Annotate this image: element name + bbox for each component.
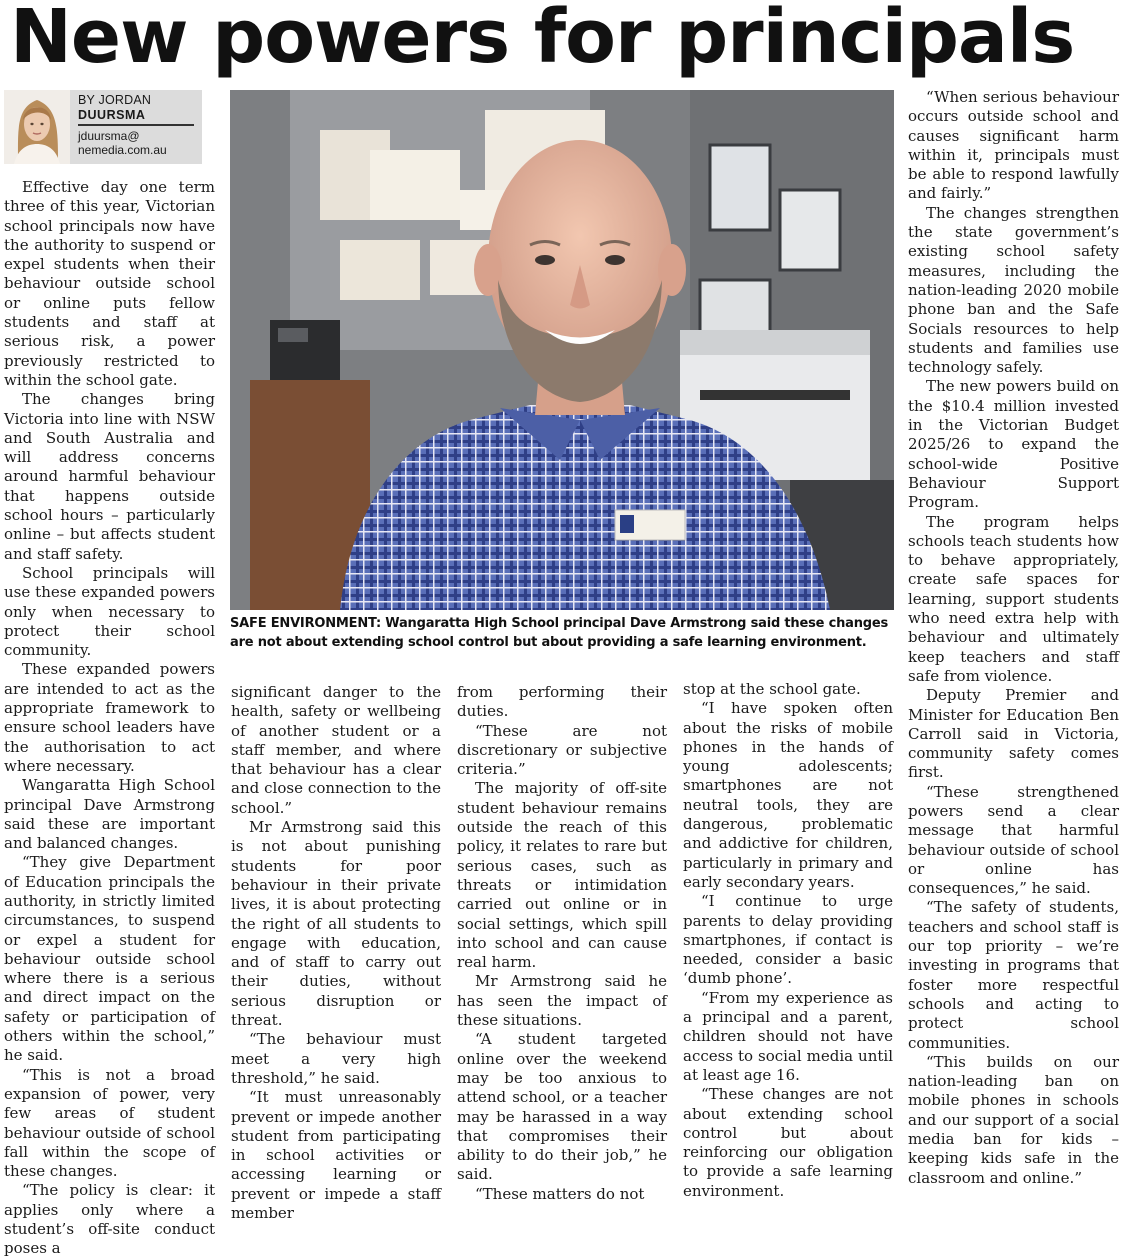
byline-prefix: BY JORDAN [78, 93, 152, 107]
article-column-1 [4, 178, 215, 1259]
paragraph: stop at the school gate. [683, 680, 861, 698]
paragraph: The changes bring Victoria into line with NSW and South Australia and will address concerns around harmful behaviour that happens outside school hours – particularly online – but affects student and staff safety. [4, 390, 215, 563]
byline-box [4, 90, 202, 164]
paragraph: The new powers build on the $10.4 million invested in the Victorian Budget 2025/26 to expand the school-wide Positive Behaviour Support Program. [908, 377, 1119, 512]
paragraph: Deputy Premier and Minister for Education Ben Carroll said in Victoria, community safety comes first. [908, 686, 1119, 782]
paragraph: “From my experience as a principal and a parent, children should not have access to social media until at least age 16. [683, 988, 893, 1084]
paragraph: “The policy is clear: it applies only where a student’s off-site conduct poses a [4, 1181, 215, 1258]
paragraph: “I have spoken often about the risks of mobile phones in the hands of young adolescents; smartphones are not neutral tools, they are dangerous, problematic and addictive for children, particularly in primary and early secondary years. [683, 699, 893, 891]
paragraph: “When serious behaviour occurs outside school and causes significant harm within it, principals must be able to respond lawfully and fairly.” [908, 88, 1119, 203]
author-email-line-1[interactable]: jduursma@ [78, 129, 140, 143]
paragraph: “It must unreasonably prevent or impede another student from participating in school activities or accessing learning or prevent or impede a staff member [231, 1088, 441, 1223]
headline: New powers for principals [10, 0, 1075, 80]
paragraph: Mr Armstrong said he has seen the impact of these situations. [457, 972, 667, 1030]
paragraph: Mr Armstrong said this is not about punishing students for poor behaviour in their private lives, it is about protecting the right of all students to engage with education, and of staff to carry out their duties, without serious disruption or threat. [231, 818, 441, 1030]
article-column-3 [457, 683, 667, 1204]
paragraph: “The behaviour must meet a very high threshold,” he said. [231, 1030, 441, 1087]
paragraph: These expanded powers are intended to act as the appropriate framework to ensure school leaders have the authorisation to act where necessary. [4, 660, 215, 775]
paragraph: The program helps schools teach students how to behave appropriately, create safe spaces for learning, support students who need extra help with behaviour and ultimately keep teachers and staff safe from violence. [908, 512, 1119, 685]
paragraph: “The safety of students, teachers and school staff is our top priority – we’re investing in programs that foster more respectful schools and acting to protect school communities. [908, 898, 1119, 1052]
paragraph: “They give Department of Education principals the authority, in strictly limited circumstances, to suspend or expel a student for behaviour outside school where there is a serious and direct impact on the safety or participation of others within the school,” he said. [4, 853, 215, 1065]
paragraph: from performing their duties. [457, 683, 667, 721]
author-avatar [4, 90, 70, 164]
paragraph: “This builds on our nation-leading ban on mobile phones in schools and our support of a social media ban for kids – keeping kids safe in the classroom and online.” [908, 1052, 1119, 1187]
principal-photo [230, 90, 894, 610]
paragraph: “These are not discretionary or subjective criteria.” [457, 721, 667, 779]
paragraph: “This is not a broad expansion of power, very few areas of student behaviour outside of school fall within the scope of these changes. [4, 1065, 215, 1181]
paragraph: The changes strengthen the state government’s existing school safety measures, including the nation-leading 2020 mobile phone ban and the Safe Socials resources to help students and families use technology safely. [908, 203, 1119, 377]
photo-caption: SAFE ENVIRONMENT: Wangaratta High School principal Dave Armstrong said these changes are not about extending school control but about providing a safe learning environment. [230, 616, 889, 650]
paragraph: significant danger to the health, safety or wellbeing of another student or a staff member, and where that behaviour has a clear and close connection to the school.” [231, 683, 441, 817]
author-email-line-2[interactable]: nemedia.com.au [78, 143, 167, 157]
paragraph: Wangaratta High School principal Dave Armstrong said these are important and balanced changes. [4, 776, 215, 853]
paragraph: “I continue to urge parents to delay providing smartphones, if contact is needed, consider a basic ‘dumb phone’. [683, 892, 893, 988]
paragraph: School principals will use these expanded powers only when necessary to protect their school community. [4, 563, 215, 660]
byline-info [70, 90, 202, 164]
paragraph: “These matters do not [475, 1184, 645, 1203]
paragraph: The majority of off-site student behaviour remains outside the reach of this policy, it relates to rare but serious cases, such as threats or intimidation carried out online or in social settings, which spill into school and can cause real harm. [457, 779, 667, 972]
article-column-2 [231, 683, 441, 1223]
paragraph: “A student targeted online over the weekend may be too anxious to attend school, or a teacher may be harassed in a way that compromises their ability to do their job,” he said. [457, 1030, 667, 1184]
article-column-5 [908, 88, 1119, 1188]
article-column-4 [683, 680, 893, 1201]
paragraph: “These strengthened powers send a clear message that harmful behaviour outside of school or online has consequences,” he said. [908, 782, 1119, 898]
paragraph: “These changes are not about extending school control but about reinforcing our obligation to provide a safe learning environment. [683, 1085, 893, 1200]
author-surname: DUURSMA [78, 108, 194, 126]
paragraph: Effective day one term three of this year, Victorian school principals now have the authority to suspend or expel students when their behaviour outside school or online puts fellow students and staff at serious risk, a power previously restricted to within the school gate. [4, 178, 215, 389]
